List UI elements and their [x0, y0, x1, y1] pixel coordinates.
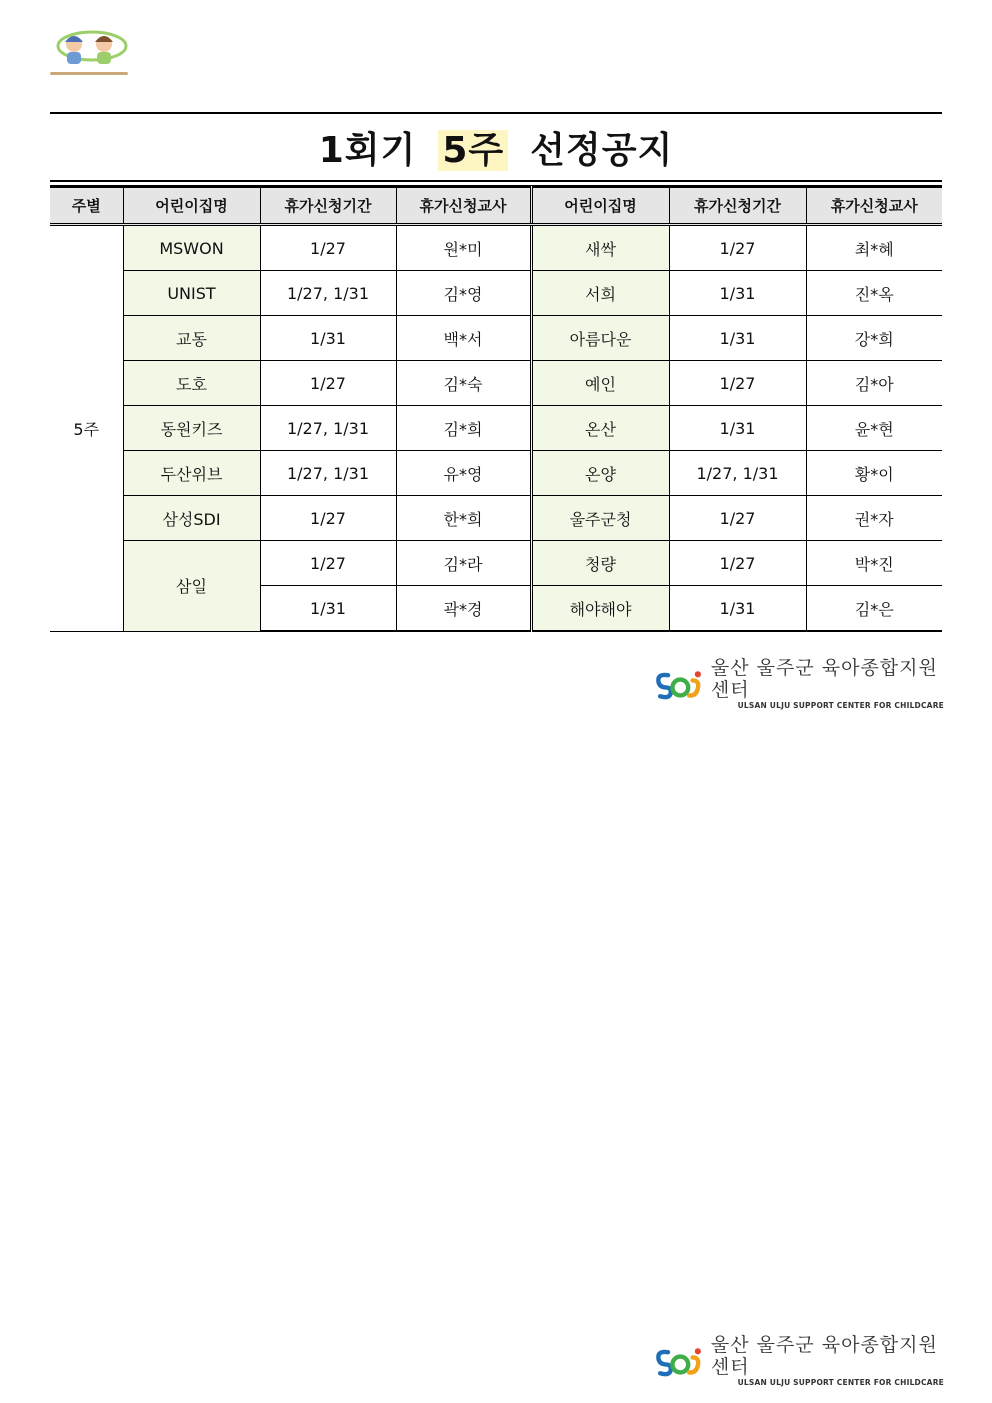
teacher-name: 권*자 — [806, 496, 942, 541]
vacation-period: 1/27 — [260, 496, 396, 541]
vacation-period: 1/27 — [669, 541, 806, 586]
header-period-right: 휴가신청기간 — [669, 187, 806, 225]
table-header-row — [50, 187, 942, 225]
header-center-right: 어린이집명 — [531, 187, 669, 225]
center-name: 삼일 — [123, 541, 260, 632]
teacher-name: 강*희 — [806, 316, 942, 361]
center-name: 온산 — [531, 406, 669, 451]
center-name: 동원키즈 — [123, 406, 260, 451]
vacation-period: 1/27 — [260, 225, 396, 271]
header-teacher-left: 휴가신청교사 — [396, 187, 531, 225]
teacher-name: 한*희 — [396, 496, 531, 541]
center-name: 도호 — [123, 361, 260, 406]
vacation-period: 1/27, 1/31 — [260, 451, 396, 496]
table-row — [50, 406, 942, 451]
table-row — [50, 451, 942, 496]
support-center-name: 울산 울주군 육아종합지원센터 — [710, 657, 938, 701]
teacher-name: 김*희 — [396, 406, 531, 451]
teacher-name: 곽*경 — [396, 586, 531, 632]
center-name: 해야해야 — [531, 586, 669, 632]
teacher-name: 김*아 — [806, 361, 942, 406]
header-week: 주별 — [50, 187, 123, 225]
footer-logo — [654, 1334, 944, 1387]
teacher-name: 김*라 — [396, 541, 531, 586]
title-session: 1회기 — [318, 129, 417, 171]
table-row — [50, 361, 942, 406]
footer-center-name: 울산 울주군 육아종합지원센터 — [710, 1334, 938, 1378]
page-title — [319, 122, 674, 173]
footer-center-name-en: ULSAN ULJU SUPPORT CENTER FOR CHILDCARE — [737, 1378, 944, 1387]
table-row — [50, 316, 942, 361]
vacation-period: 1/31 — [260, 316, 396, 361]
vacation-period: 1/27 — [260, 361, 396, 406]
vacation-period: 1/27, 1/31 — [669, 451, 806, 496]
teacher-name: 윤*현 — [806, 406, 942, 451]
teacher-name: 김*숙 — [396, 361, 531, 406]
support-center-emblem-icon — [654, 664, 705, 704]
selection-table — [50, 186, 942, 632]
title-notice: 선정공지 — [530, 129, 674, 171]
teacher-name: 진*옥 — [806, 271, 942, 316]
center-name: 새싹 — [531, 225, 669, 271]
teacher-name: 황*이 — [806, 451, 942, 496]
support-center-logo — [654, 657, 944, 710]
vacation-period: 1/31 — [669, 406, 806, 451]
vacation-period: 1/31 — [669, 586, 806, 632]
center-name: 교동 — [123, 316, 260, 361]
vacation-period: 1/27, 1/31 — [260, 271, 396, 316]
center-name: MSWON — [123, 225, 260, 271]
center-name: 두산위브 — [123, 451, 260, 496]
header-teacher-right: 휴가신청교사 — [806, 187, 942, 225]
header-period-left: 휴가신청기간 — [260, 187, 396, 225]
center-name: 예인 — [531, 361, 669, 406]
center-name: 울주군청 — [531, 496, 669, 541]
vacation-period: 1/27, 1/31 — [260, 406, 396, 451]
vacation-period: 1/27 — [260, 541, 396, 586]
teacher-name: 백*서 — [396, 316, 531, 361]
header-center-left: 어린이집명 — [123, 187, 260, 225]
teacher-name: 김*영 — [396, 271, 531, 316]
table-row — [50, 225, 942, 271]
center-name: 삼성SDI — [123, 496, 260, 541]
table-row — [50, 496, 942, 541]
vacation-period: 1/31 — [669, 271, 806, 316]
center-name: UNIST — [123, 271, 260, 316]
center-name: 아름다운 — [531, 316, 669, 361]
week-cell: 5주 — [50, 225, 123, 632]
teacher-name: 박*진 — [806, 541, 942, 586]
vacation-period: 1/31 — [669, 316, 806, 361]
title-bar — [50, 112, 942, 182]
center-name: 서희 — [531, 271, 669, 316]
teacher-name: 김*은 — [806, 586, 942, 632]
vacation-period: 1/27 — [669, 361, 806, 406]
vacation-period: 1/27 — [669, 496, 806, 541]
support-center-emblem-icon — [654, 1341, 705, 1381]
teacher-name: 최*혜 — [806, 225, 942, 271]
teacher-name: 유*영 — [396, 451, 531, 496]
vacation-period: 1/31 — [260, 586, 396, 632]
vacation-period: 1/27 — [669, 225, 806, 271]
center-name: 청량 — [531, 541, 669, 586]
title-week-highlight: 5주 — [438, 130, 508, 171]
table-row — [50, 271, 942, 316]
teacher-name: 원*미 — [396, 225, 531, 271]
support-center-name-en: ULSAN ULJU SUPPORT CENTER FOR CHILDCARE — [737, 701, 944, 710]
center-name: 온양 — [531, 451, 669, 496]
organization-logo — [48, 26, 138, 82]
table-row — [50, 541, 942, 586]
